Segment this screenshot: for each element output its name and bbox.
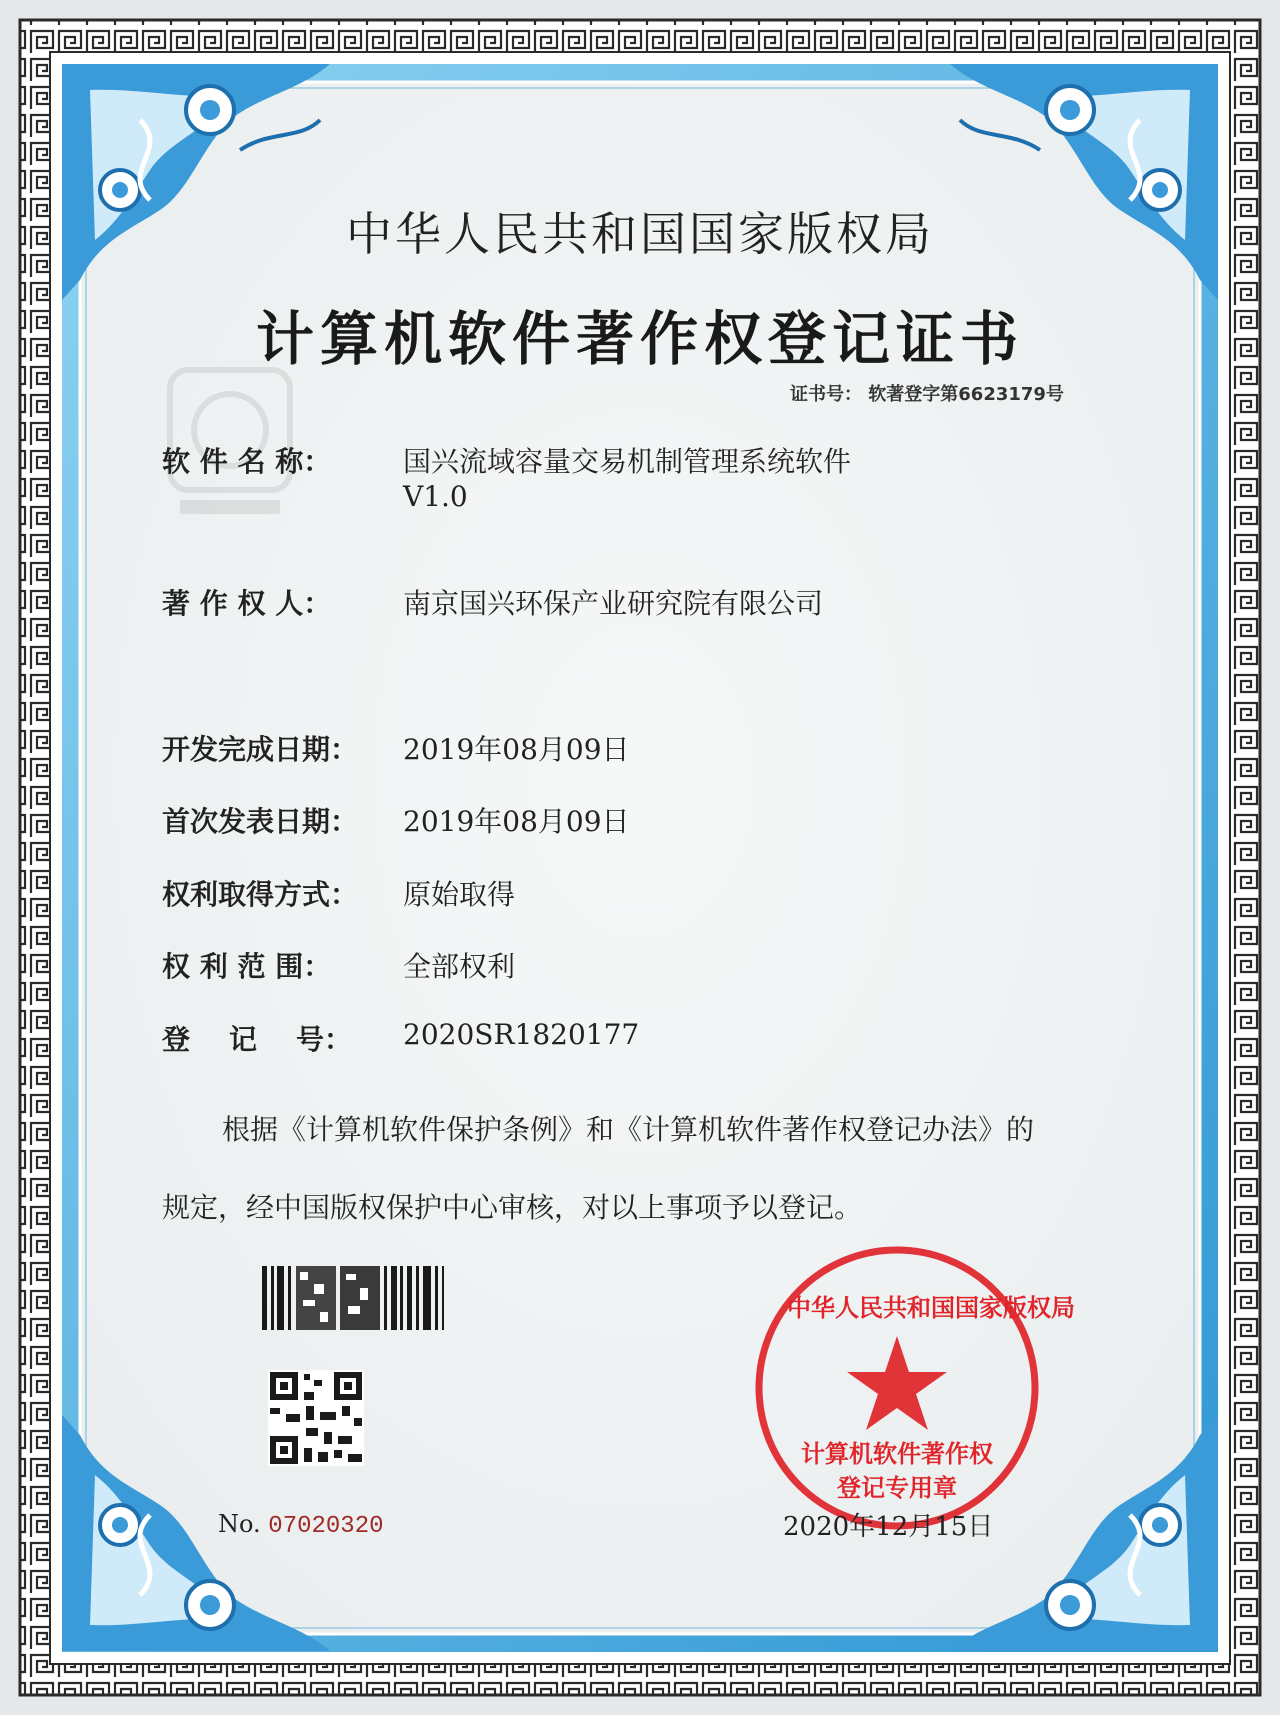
certificate-title: 计算机软件著作权登记证书 xyxy=(255,305,1024,373)
value-completion-date: 2019年08月09日 xyxy=(403,733,630,766)
seal-inner-line-2: 登记专用章 xyxy=(837,1474,957,1502)
value-software-version: V1.0 xyxy=(403,480,468,513)
issue-date: 2020年12月15日 xyxy=(783,1512,994,1542)
statement-line-1: 根据《计算机软件保护条例》和《计算机软件著作权登记办法》的 xyxy=(222,1113,1035,1146)
seal-ring-text: 中华人民共和国国家版权局 xyxy=(787,1294,1075,1322)
issuer-title: 中华人民共和国国家版权局 xyxy=(346,207,934,261)
value-rights-scope: 全部权利 xyxy=(403,950,516,983)
qr-code xyxy=(268,1370,364,1466)
serial-value: 07020320 xyxy=(268,1513,384,1540)
label-completion-date: 开发完成日期： xyxy=(162,733,359,766)
value-copyright-owner: 南京国兴环保产业研究院有限公司 xyxy=(403,587,824,620)
value-software-name: 国兴流域容量交易机制管理系统软件 xyxy=(403,445,852,478)
serial-prefix: No. xyxy=(218,1510,261,1538)
label-registration-number: 登 记 号： xyxy=(162,1023,352,1056)
label-publish-date: 首次发表日期： xyxy=(162,805,359,838)
seal-inner-line-1: 计算机软件著作权 xyxy=(801,1440,993,1468)
statement-line-2: 规定，经中国版权保护中心审核，对以上事项予以登记。 xyxy=(162,1191,863,1224)
value-acquisition-method: 原始取得 xyxy=(403,878,516,911)
serial-number xyxy=(218,1510,384,1540)
barcode xyxy=(262,1266,444,1330)
label-rights-scope: 权 利 范 围： xyxy=(162,950,332,983)
label-software-name: 软 件 名 称： xyxy=(162,445,332,478)
value-publish-date: 2019年08月09日 xyxy=(403,805,630,838)
label-copyright-owner: 著 作 权 人： xyxy=(162,587,332,620)
certificate-number: 证书号： 软著登字第6623179号 xyxy=(790,384,1064,405)
value-registration-number: 2020SR1820177 xyxy=(403,1018,640,1051)
label-acquisition-method: 权利取得方式： xyxy=(162,878,359,911)
